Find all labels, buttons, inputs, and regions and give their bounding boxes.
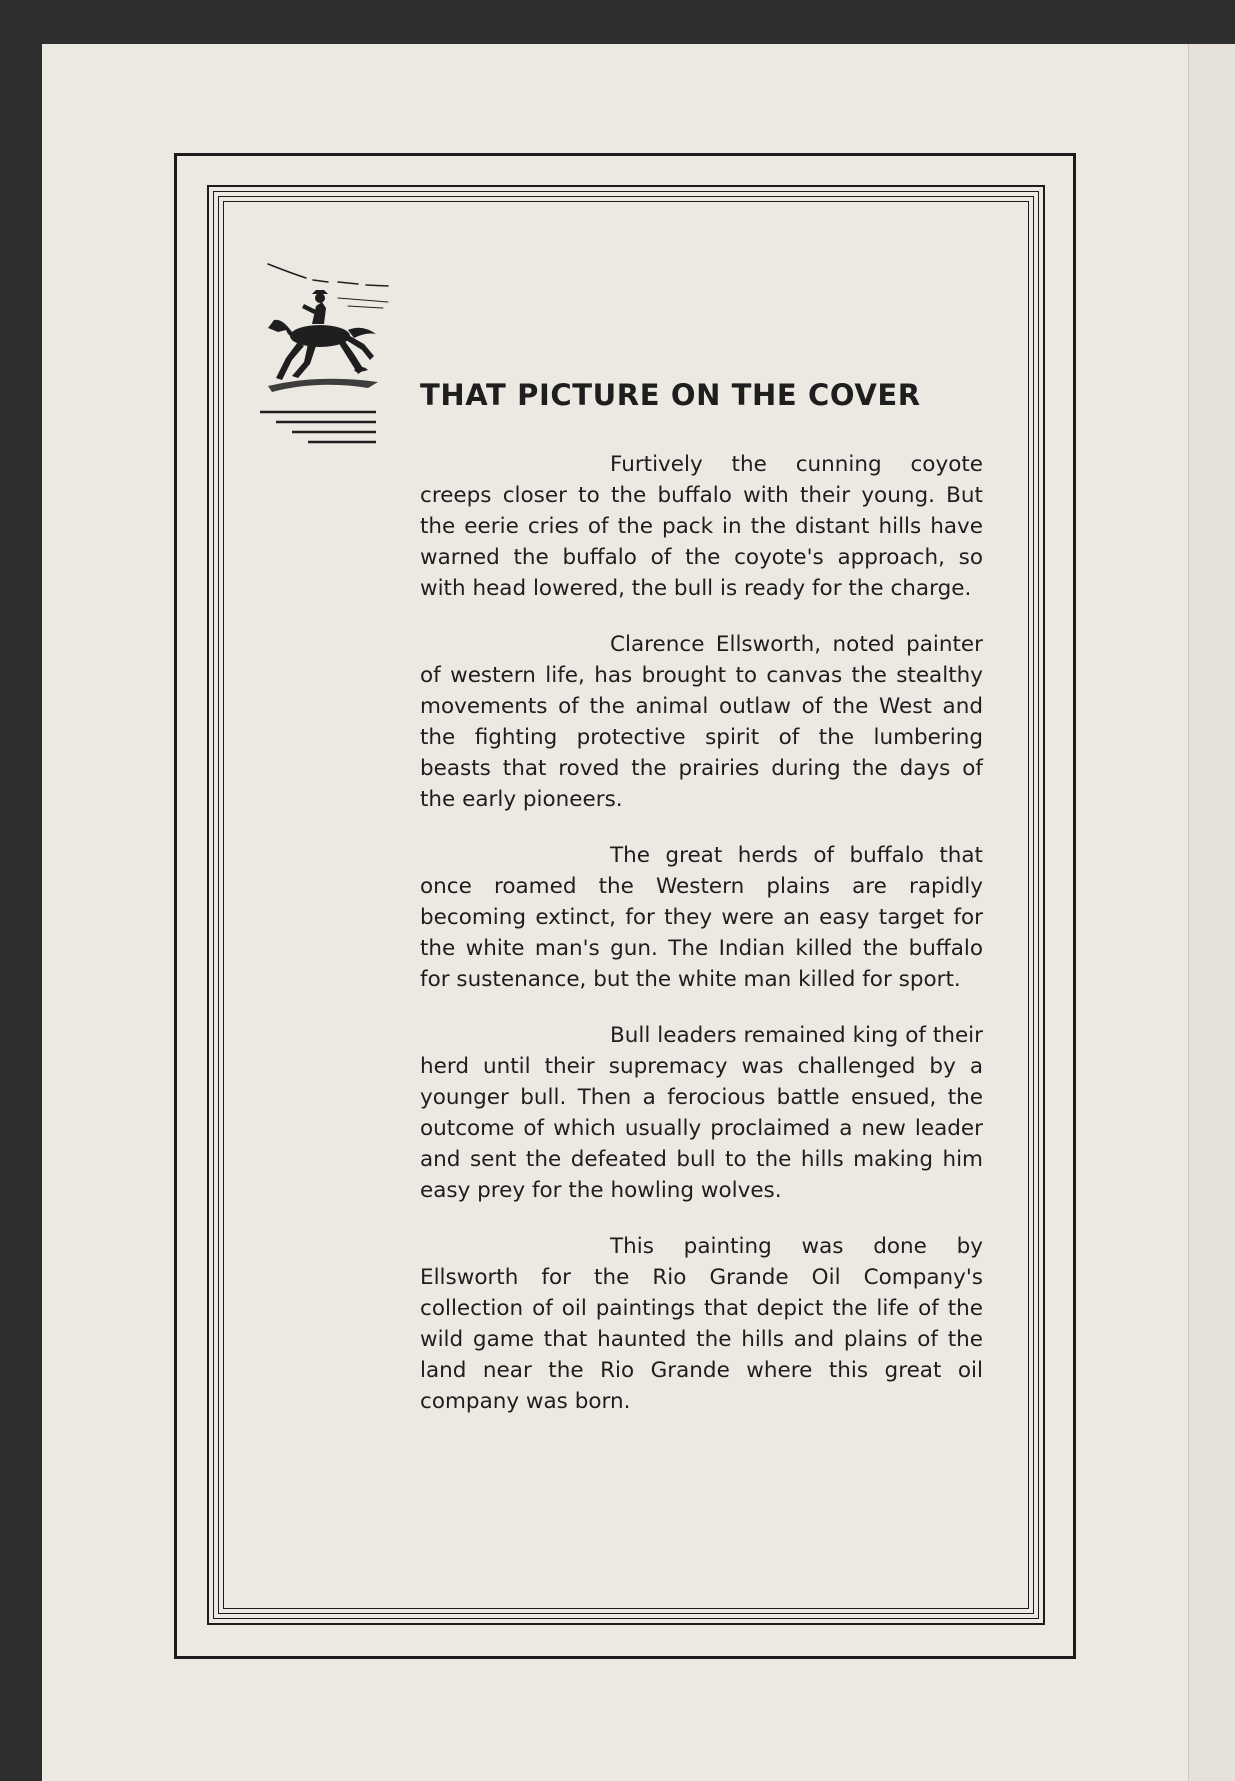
paragraph: Bull leaders remained king of their herd until their supremacy was challenged by a younger bull. Then a ferocious battle ensued, the outcome of which usually proclaimed a new leader and sent the defeated bull to the hills making him easy prey for the howling wolves. <box>420 1023 983 1203</box>
paragraph: Furtively the cunning coyote creeps closer to the buffalo with their young. But the eerie cries of the pack in the distant hills have warned the buffalo of the coyote's approach, so with head lowered, the bull is ready for the charge. <box>420 452 983 601</box>
horse-rider-icon <box>258 258 398 454</box>
article-title: THAT PICTURE ON THE COVER <box>420 378 921 412</box>
article-body <box>420 449 983 1442</box>
paragraph: Clarence Ellsworth, noted painter of western life, has brought to canvas the stealthy movements of the animal outlaw of the West and the fighting protective spirit of the lumbering beasts that roved the prairies during the days of the early pioneers. <box>420 632 983 812</box>
adjacent-page-edge <box>1188 44 1235 1781</box>
paragraph: This painting was done by Ellsworth for the Rio Grande Oil Company's collection of oil paintings that depict the life of the wild game that haunted the hills and plains of the land near the Rio Grande where this great oil company was born. <box>420 1234 983 1414</box>
paragraph: The great herds of buffalo that once roamed the Western plains are rapidly becoming extinct, for they were an easy target for the white man's gun. The Indian killed the buffalo for sustenance, but the white man killed for sport. <box>420 843 983 992</box>
